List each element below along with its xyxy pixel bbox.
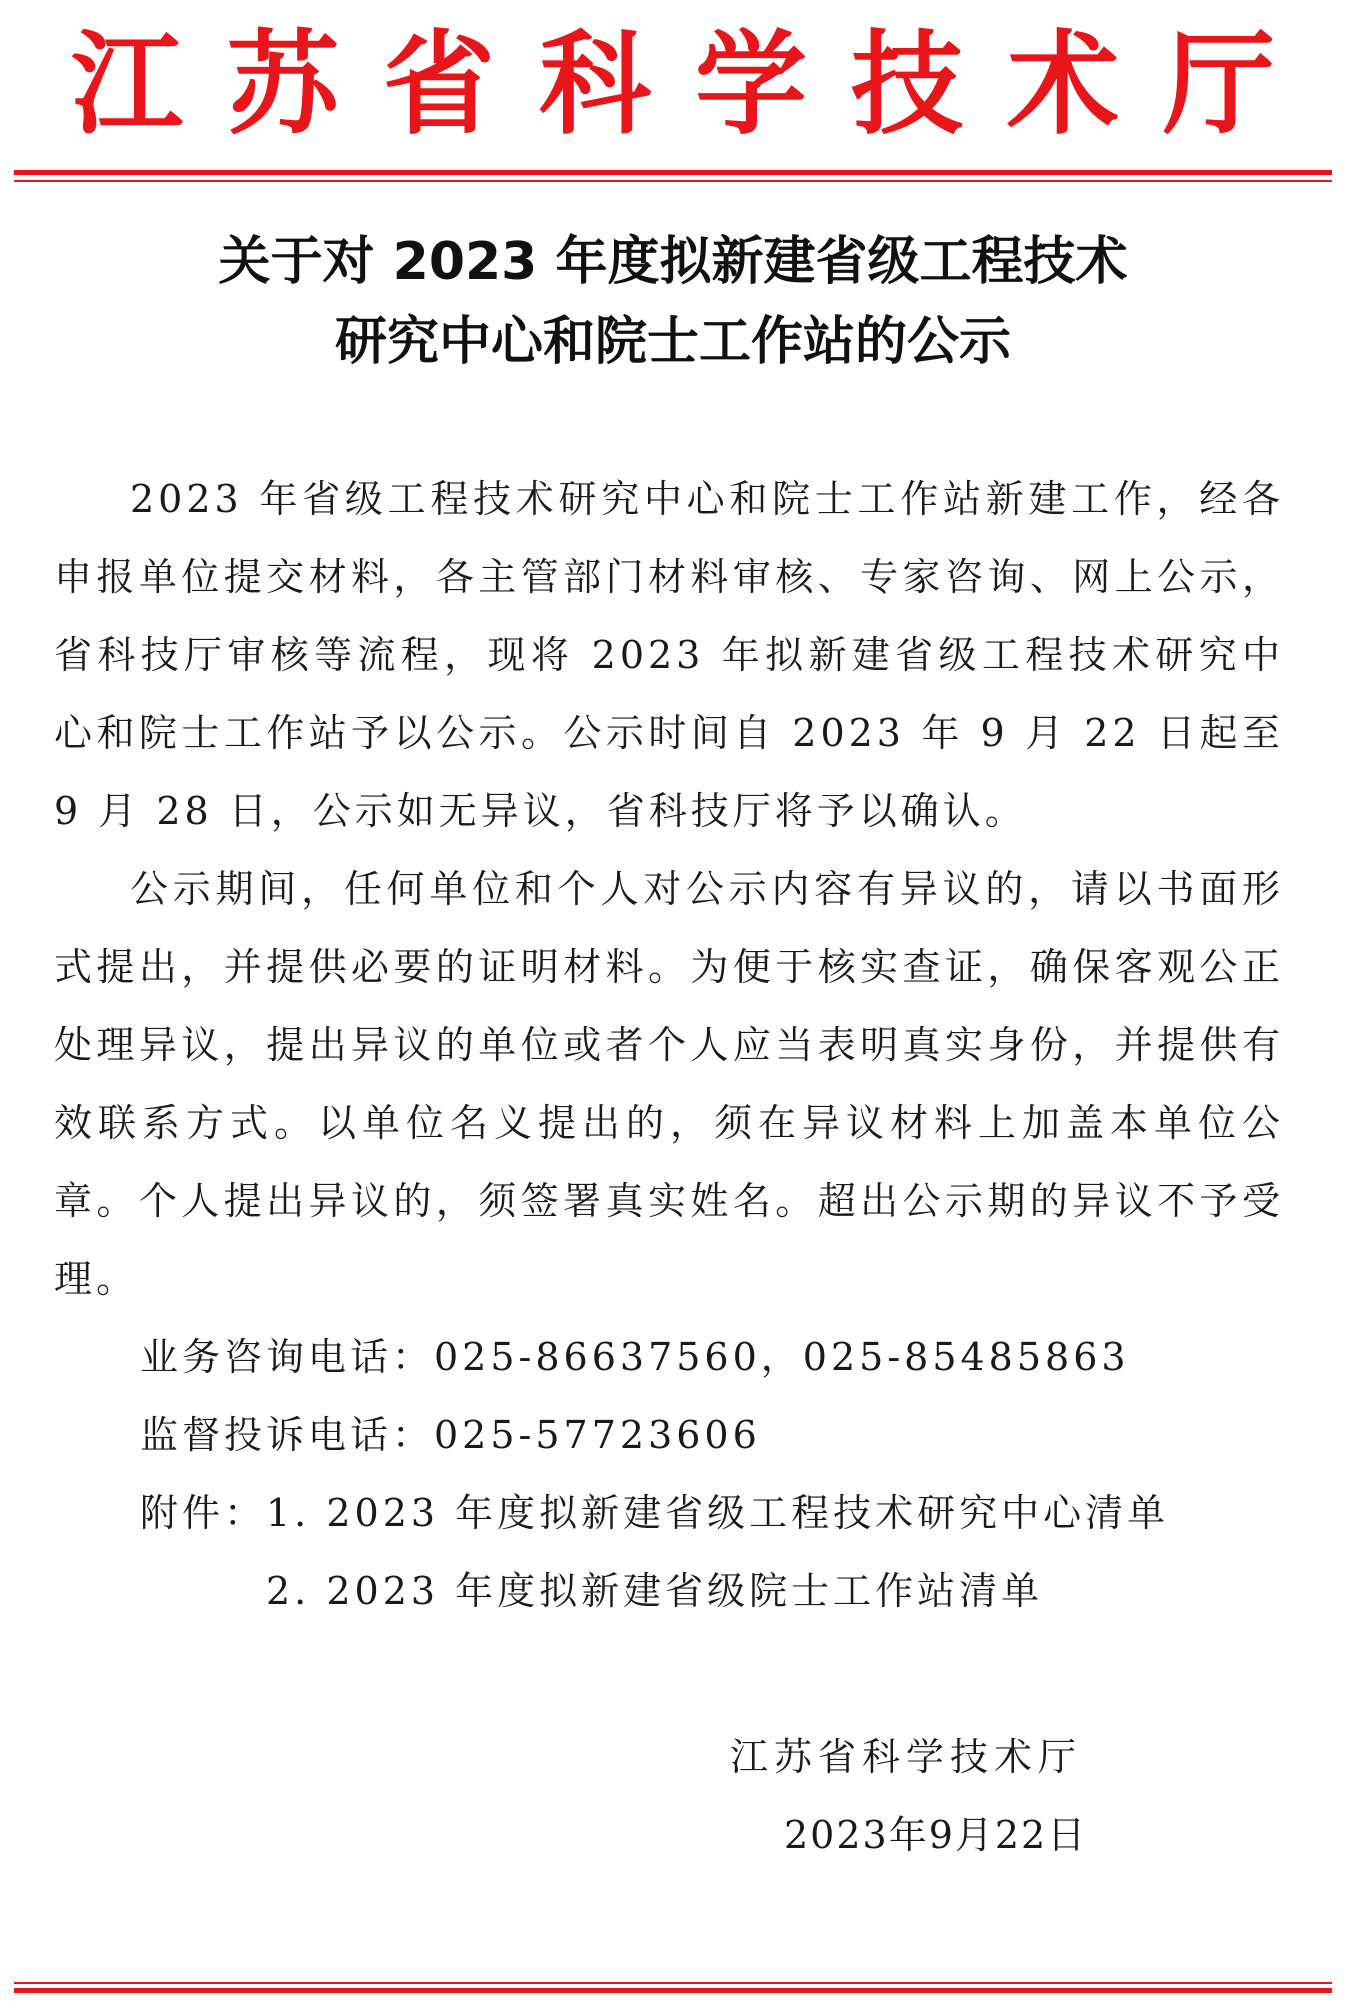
attachment-1: 附件：1. 2023 年度拟新建省级工程技术研究中心清单 xyxy=(140,1491,1170,1535)
consult-phone: 业务咨询电话：025-86637560，025-85485863 xyxy=(140,1335,1130,1379)
attachment-2: 2. 2023 年度拟新建省级院士工作站清单 xyxy=(266,1569,1044,1613)
document-title xyxy=(0,222,1346,382)
footer-rule-thin xyxy=(14,1982,1332,1984)
footer-rule-thick xyxy=(14,1988,1332,1993)
signature-org: 江苏省科学技术厅 xyxy=(730,1735,1083,1779)
title-line-2: 研究中心和院士工作站的公示 xyxy=(334,312,1011,372)
header-rule-thick xyxy=(14,170,1332,175)
signature-block xyxy=(700,1718,1200,1874)
document-body xyxy=(54,460,1284,1630)
signature-date: 2023年9月22日 xyxy=(784,1813,1088,1857)
complaint-phone: 监督投诉电话：025-57723606 xyxy=(140,1413,761,1457)
masthead-title: 江苏省科学技术厅 xyxy=(71,20,1319,150)
body-paragraph-2: 公示期间，任何单位和个人对公示内容有异议的，请以书面形式提出，并提供必要的证明材料。为便于核实查证，确保客观公正处理异议，提出异议的单位或者个人应当表明真实身份，并提供有效联系方式。以单位名义提出的，须在异议材料上加盖本单位公章。个人提出异议的，须签署真实姓名。超出公示期的异议不予受理。 xyxy=(54,867,1284,1301)
body-paragraph-1: 2023 年省级工程技术研究中心和院士工作站新建工作，经各申报单位提交材料，各主管部门材料审核、专家咨询、网上公示，省科技厅审核等流程，现将 2023 年拟新建省级工程技术研究中心和院士工作站予以公示。公示时间自 2023 年 9 月 22 日起至 9 月 28 日，公示如无异议，省科技厅将予以确认。 xyxy=(54,477,1284,833)
title-line-1: 关于对 2023 年度拟新建省级工程技术 xyxy=(218,232,1128,292)
header-rule-thin xyxy=(14,180,1332,182)
